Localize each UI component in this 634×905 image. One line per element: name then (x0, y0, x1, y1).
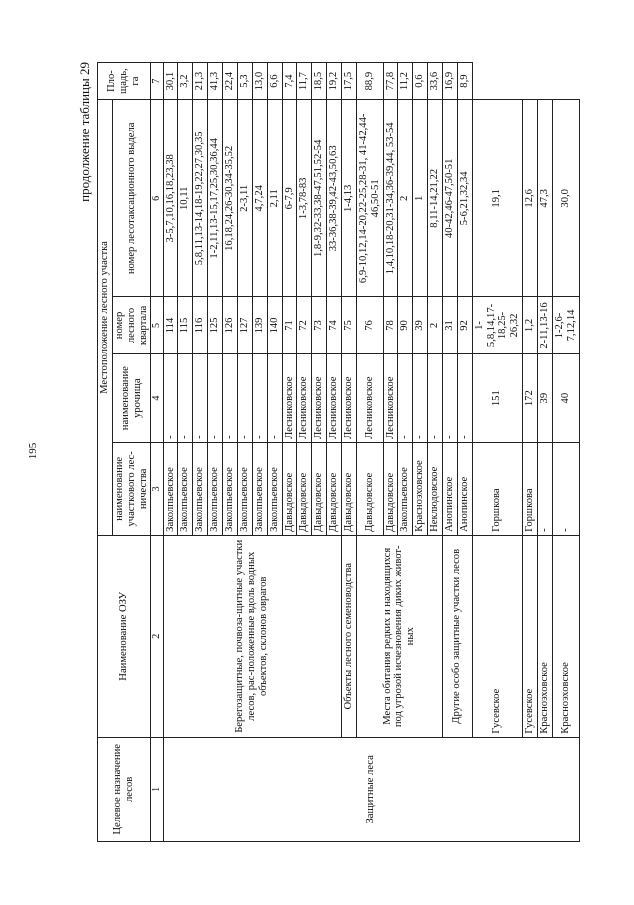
header-plots: номер лесотаксационного выдела (112, 100, 151, 297)
tract-cell: - (208, 354, 223, 442)
tract-cell: Лесниковское (341, 354, 356, 442)
forestry-cell: Анопинское (442, 442, 457, 535)
quarter-cell: 31 (442, 297, 457, 354)
plots-cell: 40-42,46-47,50-51 (442, 100, 457, 297)
header-area: Пло-щадь, га (98, 63, 151, 100)
tract-cell: - (178, 354, 193, 442)
quarter-cell: 115 (178, 297, 193, 354)
plots-cell: 1-2,11,13-15,17,25,30,36,44 (208, 100, 223, 297)
tract-cell: - (163, 354, 178, 442)
quarter-cell: 92 (457, 297, 472, 354)
area-cell: 19,1 (472, 100, 522, 297)
forestry-cell: Гусевское (472, 535, 522, 737)
header-forestry: наименование участкового лес-ничества (112, 442, 151, 535)
tract-cell: Лесниковское (297, 354, 312, 442)
forestry-cell: Заколпьевское (193, 442, 208, 535)
quarter-cell: 40 (552, 354, 579, 442)
plots-cell: 2-11,13-16 (537, 297, 552, 354)
area-cell: 16,9 (442, 63, 457, 100)
area-cell: 33,6 (428, 63, 443, 100)
plots-cell: 1-2,6-7,12,14 (552, 297, 579, 354)
quarter-cell: 116 (193, 297, 208, 354)
table-body (163, 63, 579, 842)
plots-cell: 6-7,9 (282, 100, 297, 297)
forestry-cell: Давыдовское (383, 442, 398, 535)
col-number: 2 (151, 535, 163, 737)
forestry-cell: Анопинское (457, 442, 472, 535)
area-cell: 3,2 (178, 63, 193, 100)
plots-cell: 16,18,24,26-30,34-35,52 (223, 100, 238, 297)
quarter-cell: 72 (297, 297, 312, 354)
forestry-cell: Красноэховское (413, 442, 428, 535)
header-location: Местоположение лесного участка (98, 100, 113, 536)
table-row (442, 63, 457, 842)
quarter-cell: 90 (398, 297, 413, 354)
table-row (163, 63, 178, 842)
area-cell: 0,6 (413, 63, 428, 100)
tract-cell: Лесниковское (312, 354, 327, 442)
tract-cell: - (428, 354, 443, 442)
quarter-cell: 76 (356, 297, 383, 354)
tract-cell: Лесниковское (383, 354, 398, 442)
forestry-cell: Красноэховское (552, 535, 579, 737)
area-cell: 7,4 (282, 63, 297, 100)
tract-cell: - (193, 354, 208, 442)
area-cell: 11,2 (398, 63, 413, 100)
plots-cell: 1-4,13 (341, 100, 356, 297)
tract-cell: - (237, 354, 252, 442)
tract-cell: - (252, 354, 267, 442)
area-cell: 5,3 (237, 63, 252, 100)
quarter-cell: 39 (537, 354, 552, 442)
tract-cell: Лесниковское (282, 354, 297, 442)
area-cell: 41,3 (208, 63, 223, 100)
quarter-cell: 125 (208, 297, 223, 354)
plots-cell: 1,2 (523, 297, 538, 354)
forestry-cell: Заколпьевское (267, 442, 282, 535)
header-purpose: Целевое назначение лесов (98, 737, 151, 841)
quarter-cell: 78 (383, 297, 398, 354)
quarter-cell: 139 (252, 297, 267, 354)
forestry-cell: Давыдовское (282, 442, 297, 535)
tract-cell: Лесниковское (356, 354, 383, 442)
ozu-name-cell: Берегозащитные, почвоза-щитные участки лесов, рас-положенные вдоль водных объектов, склонов оврагов (163, 535, 341, 737)
area-cell: 21,3 (193, 63, 208, 100)
plots-cell: 1-3,78-83 (297, 100, 312, 297)
quarter-cell: 127 (237, 297, 252, 354)
col-number: 5 (151, 297, 163, 354)
tract-cell: Горшкова (523, 442, 538, 535)
tract-cell: - (223, 354, 238, 442)
plots-cell: 2 (398, 100, 413, 297)
page-number: 195 (27, 442, 39, 460)
plots-cell: 4,7,24 (252, 100, 267, 297)
col-number: 4 (151, 354, 163, 442)
col-number: 3 (151, 442, 163, 535)
area-cell: 11,7 (297, 63, 312, 100)
plots-cell: 6,9-10,12,14-20,22-25,28-31, 41-42,44-46,50-51 (356, 100, 383, 297)
purpose-cell: Защитные леса (163, 737, 579, 841)
plots-cell: 5,8,11,13-14,18-19,22,27,30,35 (193, 100, 208, 297)
area-cell: 18,5 (312, 63, 327, 100)
column-numbers-row (151, 63, 163, 842)
tract-cell: - (413, 354, 428, 442)
plots-cell: 1 (413, 100, 428, 297)
forestry-cell: Заколпьевское (223, 442, 238, 535)
ozu-name-cell: Места обитания редких и находящихся под угрозой исчезновения диких живот-ных (356, 535, 442, 737)
quarter-cell: 126 (223, 297, 238, 354)
table-row (356, 63, 383, 842)
forestry-cell: Давыдовское (312, 442, 327, 535)
forestry-cell: Давыдовское (356, 442, 383, 535)
area-cell: 8,9 (457, 63, 472, 100)
forestry-cell: Неклюдовское (428, 442, 443, 535)
quarter-cell: 39 (413, 297, 428, 354)
area-cell: 19,2 (327, 63, 342, 100)
quarter-cell: 71 (282, 297, 297, 354)
forest-table (97, 62, 580, 842)
area-cell: 88,9 (356, 63, 383, 100)
tract-cell: - (267, 354, 282, 442)
plots-cell: 2,11 (267, 100, 282, 297)
col-number: 7 (151, 63, 163, 100)
area-cell: 77,8 (383, 63, 398, 100)
rotated-page (77, 62, 577, 842)
tract-cell: - (398, 354, 413, 442)
plots-cell: 33-36,38-39,42-43,50,63 (327, 100, 342, 297)
forestry-cell: Заколпьевское (237, 442, 252, 535)
table-row (537, 63, 552, 842)
header-tract: наименование урочища (112, 354, 151, 442)
tract-cell: - (537, 442, 552, 535)
forestry-cell: Заколпьевское (398, 442, 413, 535)
quarter-cell: 151 (472, 354, 522, 442)
quarter-cell: 140 (267, 297, 282, 354)
plots-cell: 1,4,10,18-20,31-34,36-39,44, 53-54 (383, 100, 398, 297)
col-number: 6 (151, 100, 163, 297)
quarter-cell: 75 (341, 297, 356, 354)
tract-cell: - (552, 442, 579, 535)
area-cell: 12,6 (523, 100, 538, 297)
table-caption: продолжение таблицы 29 (77, 62, 92, 202)
area-cell: 13,0 (252, 63, 267, 100)
forestry-cell: Давыдовское (297, 442, 312, 535)
forestry-cell: Заколпьевское (208, 442, 223, 535)
area-cell: 30,0 (552, 100, 579, 297)
table-row (341, 63, 356, 842)
area-cell: 6,6 (267, 63, 282, 100)
ozu-name-cell: Объекты лесного семеноводства (341, 535, 356, 737)
plots-cell: 2-3,11 (237, 100, 252, 297)
table-row (523, 63, 538, 842)
area-cell: 17,5 (341, 63, 356, 100)
forestry-cell: Заколпьевское (178, 442, 193, 535)
table-row (472, 63, 522, 842)
forestry-cell: Давыдовское (327, 442, 342, 535)
tract-cell: Лесниковское (327, 354, 342, 442)
col-number: 1 (151, 737, 163, 841)
plots-cell: 5-6,21,32,34 (457, 100, 472, 297)
quarter-cell: 74 (327, 297, 342, 354)
forestry-cell: Гусевское (523, 535, 538, 737)
ozu-name-cell: Другие особо защитные участки лесов (442, 535, 472, 737)
table-row (552, 63, 579, 842)
forestry-cell: Заколпьевское (163, 442, 178, 535)
plots-cell: 10,11 (178, 100, 193, 297)
quarter-cell: 2 (428, 297, 443, 354)
plots-cell: 1,8-9,32-33,38-47,51,52-54 (312, 100, 327, 297)
tract-cell: Горшкова (472, 442, 522, 535)
header-ozu: Наименование ОЗУ (98, 535, 151, 737)
area-cell: 22,4 (223, 63, 238, 100)
quarter-cell: 114 (163, 297, 178, 354)
tract-cell: - (457, 354, 472, 442)
header-quarter: номер лесного квартала (112, 297, 151, 354)
area-cell: 47,3 (537, 100, 552, 297)
tract-cell: - (442, 354, 457, 442)
quarter-cell: 73 (312, 297, 327, 354)
area-cell: 30,1 (163, 63, 178, 100)
forestry-cell: Красноэховское (537, 535, 552, 737)
forestry-cell: Заколпьевское (252, 442, 267, 535)
plots-cell: 8,11-14,21,22 (428, 100, 443, 297)
forestry-cell: Давыдовское (341, 442, 356, 535)
plots-cell: 1-5,8,14,17-18,25-26,32 (472, 297, 522, 354)
plots-cell: 3-5,7,10,16,18,23,38 (163, 100, 178, 297)
quarter-cell: 172 (523, 354, 538, 442)
